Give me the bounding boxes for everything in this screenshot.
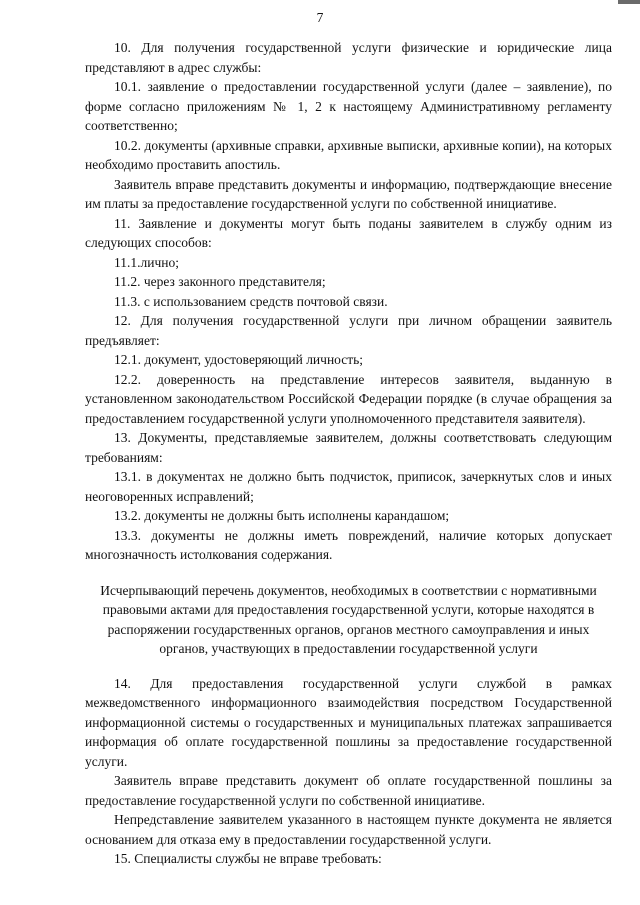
paragraph-10-note: Заявитель вправе представить документы и информацию, подтверждающие внесение им платы за предоставление государственной услуги по собственной инициативе. xyxy=(85,176,612,211)
paragraph-13-1: 13.1. в документах не должно быть подчисток, приписок, зачеркнутых слов и иных неоговоренных исправлений; xyxy=(85,469,612,504)
scan-corner-mark xyxy=(618,0,640,4)
paragraph-12: 12. Для получения государственной услуги при личном обращении заявитель предъявляет: xyxy=(85,313,612,348)
paragraph-12-1: 12.1. документ, удостоверяющий личность; xyxy=(114,352,364,367)
section-heading: Исчерпывающий перечень документов, необходимых в соответствии с нормативными правовыми актами для предоставления государственной услуги, которые находятся в распоряжении государственных органов, органов местного самоуправления и иных органов, участвующих в предоставлении государственной услуги xyxy=(100,582,597,656)
page-number: 7 xyxy=(316,10,324,25)
paragraph-14-no-refusal: Непредставление заявителем указанного в настоящем пункте документа не является основанием для отказа ему в предоставлении государственной услуги. xyxy=(85,812,612,847)
paragraph-13-2: 13.2. документы не должны быть исполнены карандашом; xyxy=(114,508,450,523)
paragraph-10: 10. Для получения государственной услуги физические и юридические лица представляют в адрес службы: xyxy=(85,40,612,75)
paragraph-11: 11. Заявление и документы могут быть поданы заявителем в службу одним из следующих способов: xyxy=(85,215,612,250)
paragraph-10-2: 10.2. документы (архивные справки, архивные выписки, архивные копии), на которых необходимо проставить апостиль. xyxy=(85,137,612,172)
paragraph-11-2: 11.2. через законного представителя; xyxy=(114,274,326,289)
paragraph-10-1: 10.1. заявление о предоставлении государственной услуги (далее – заявление), по форме согласно приложениям № 1, 2 к настоящему Административному регламенту соответственно; xyxy=(85,79,612,133)
paragraph-14: 14. Для предоставления государственной услуги службой в рамках межведомственного информационного взаимодействия посредством Государственной информационной системы о государственных и муниципальных платежах запрашивается информация об оплате государственной пошлины за предоставление государственной услуги. xyxy=(85,675,612,769)
paragraph-13-3: 13.3. документы не должны иметь повреждений, наличие которых допускает многозначность истолкования содержания. xyxy=(85,527,612,562)
paragraph-12-2: 12.2. доверенность на представление интересов заявителя, выданную в установленном законодательством Российской Федерации порядке (в случае обращения за предоставлением государственной услуги уполномоченного представителя заявителя). xyxy=(85,371,612,426)
paragraph-11-1: 11.1.лично; xyxy=(114,254,179,270)
paragraph-11-3: 11.3. с использованием средств почтовой связи. xyxy=(114,293,388,309)
paragraph-13: 13. Документы, представляемые заявителем, должны соответствовать следующим требованиям: xyxy=(85,430,612,465)
document-body xyxy=(85,38,612,869)
paragraph-15: 15. Специалисты службы не вправе требовать: xyxy=(114,851,382,866)
paragraph-14-fee-note: Заявитель вправе представить документ об оплате государственной пошлины за предоставление государственной услуги по собственной инициативе. xyxy=(85,773,612,808)
